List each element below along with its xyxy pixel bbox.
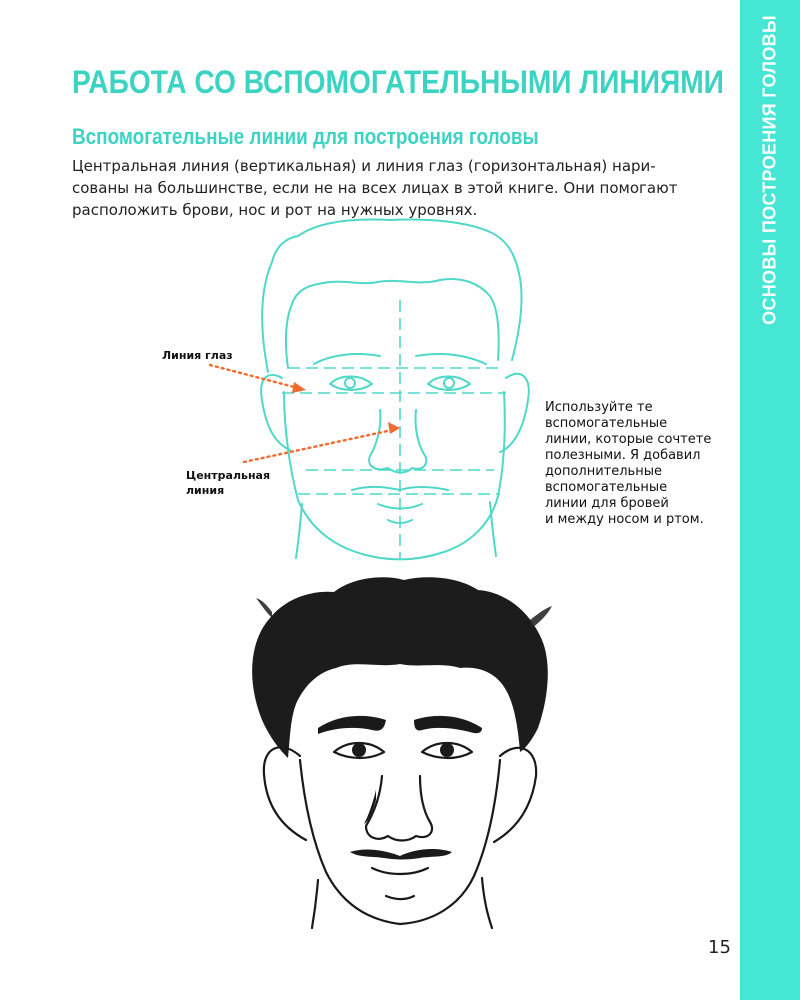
left-pupil [352, 743, 366, 757]
lower-lip [372, 868, 428, 874]
intro-line: сованы на большинстве, если не на всех лицах в этой книге. Они помогают [72, 179, 678, 197]
page-number: 15 [708, 937, 731, 958]
section-subtitle: Вспомогательные линии для построения головы [72, 124, 539, 149]
note-line: дополнительные [545, 464, 662, 479]
center-line-label: Центральная [186, 469, 271, 482]
neck [312, 880, 318, 928]
nose [366, 776, 432, 841]
eye-line-label: Линия глаз [162, 349, 233, 362]
intro-line: Центральная линия (вертикальная) и линия глаз (горизонтальная) нари- [72, 157, 656, 175]
hair-strand [256, 598, 272, 618]
intro-line: расположить брови, нос и рот на нужных уровнях. [72, 201, 478, 219]
page-title: РАБОТА СО ВСПОМОГАТЕЛЬНЫМИ ЛИНИЯМИ [72, 64, 724, 100]
side-tab-label: ОСНОВЫ ПОСТРОЕНИЯ ГОЛОВЫ [759, 15, 780, 325]
note-line: вспомогательные [545, 480, 668, 495]
note-line: полезными. Я добавил [545, 448, 701, 463]
note-line: линии для бровей [545, 496, 669, 511]
right-pupil [440, 743, 454, 757]
note-line: Используйте те [545, 400, 653, 415]
left-eyebrow [318, 716, 386, 734]
note-line: линии, которые сочтете [545, 432, 712, 447]
chin [386, 896, 414, 899]
note-line: и между носом и ртом. [545, 512, 704, 527]
hair-strand [530, 606, 552, 628]
center-line-label: линия [186, 484, 225, 497]
neck [482, 878, 492, 928]
hair [252, 577, 548, 758]
note-line: вспомогательные [545, 416, 668, 431]
right-eyebrow [414, 716, 482, 733]
mouth [350, 849, 452, 859]
